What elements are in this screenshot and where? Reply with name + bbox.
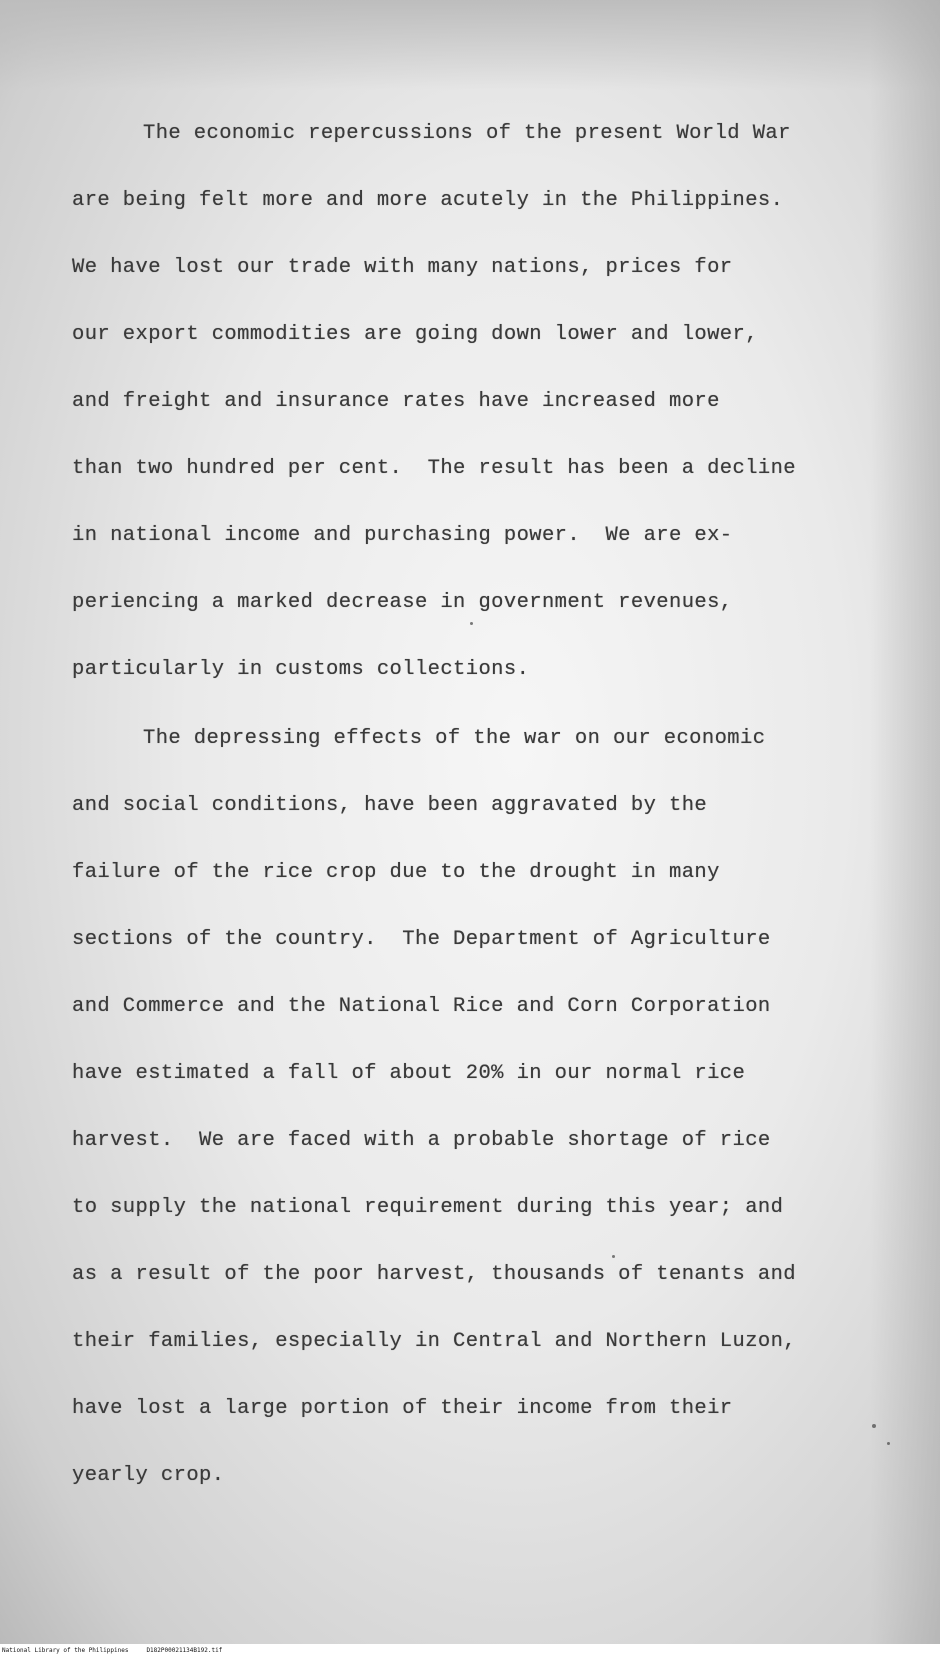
text-line: harvest. We are faced with a probable shortage of rice — [72, 1129, 771, 1152]
ink-speck — [872, 1424, 876, 1428]
text-line: than two hundred per cent. The result has been a decline — [72, 457, 797, 480]
text-line: The depressing effects of the war on our economic — [143, 727, 766, 750]
text-line: and social conditions, have been aggravated by the — [72, 794, 708, 817]
text-line: and freight and insurance rates have increased more — [72, 390, 720, 413]
text-line: have lost a large portion of their income from their — [72, 1397, 733, 1420]
footer-filename: D182P00021134B192.tif — [146, 1647, 223, 1654]
text-line: The economic repercussions of the present World War — [143, 122, 791, 145]
scan-footer — [0, 1644, 940, 1658]
footer-source: National Library of the Philippines — [2, 1647, 129, 1654]
text-line: periencing a marked decrease in government revenues, — [72, 591, 733, 614]
text-line: in national income and purchasing power. We are ex- — [72, 524, 733, 547]
ink-speck — [887, 1442, 890, 1445]
text-line: and Commerce and the National Rice and Corn Corporation — [72, 995, 771, 1018]
paragraph-1 — [72, 100, 902, 703]
text-line: to supply the national requirement during this year; and — [72, 1196, 784, 1219]
ink-speck — [470, 622, 473, 625]
text-line: particularly in customs collections. — [72, 658, 530, 681]
document-body — [72, 100, 902, 1509]
text-line: failure of the rice crop due to the drought in many — [72, 861, 720, 884]
text-line: yearly crop. — [72, 1464, 225, 1487]
text-line: have estimated a fall of about 20% in our normal rice — [72, 1062, 746, 1085]
text-line: as a result of the poor harvest, thousands of tenants and — [72, 1263, 797, 1286]
text-line: sections of the country. The Department of Agriculture — [72, 928, 771, 951]
text-line: We have lost our trade with many nations, prices for — [72, 256, 733, 279]
ink-speck — [612, 1255, 615, 1258]
paragraph-2 — [72, 705, 902, 1509]
text-line: their families, especially in Central and Northern Luzon, — [72, 1330, 797, 1353]
text-line: our export commodities are going down lower and lower, — [72, 323, 758, 346]
text-line: are being felt more and more acutely in the Philippines. — [72, 189, 784, 212]
